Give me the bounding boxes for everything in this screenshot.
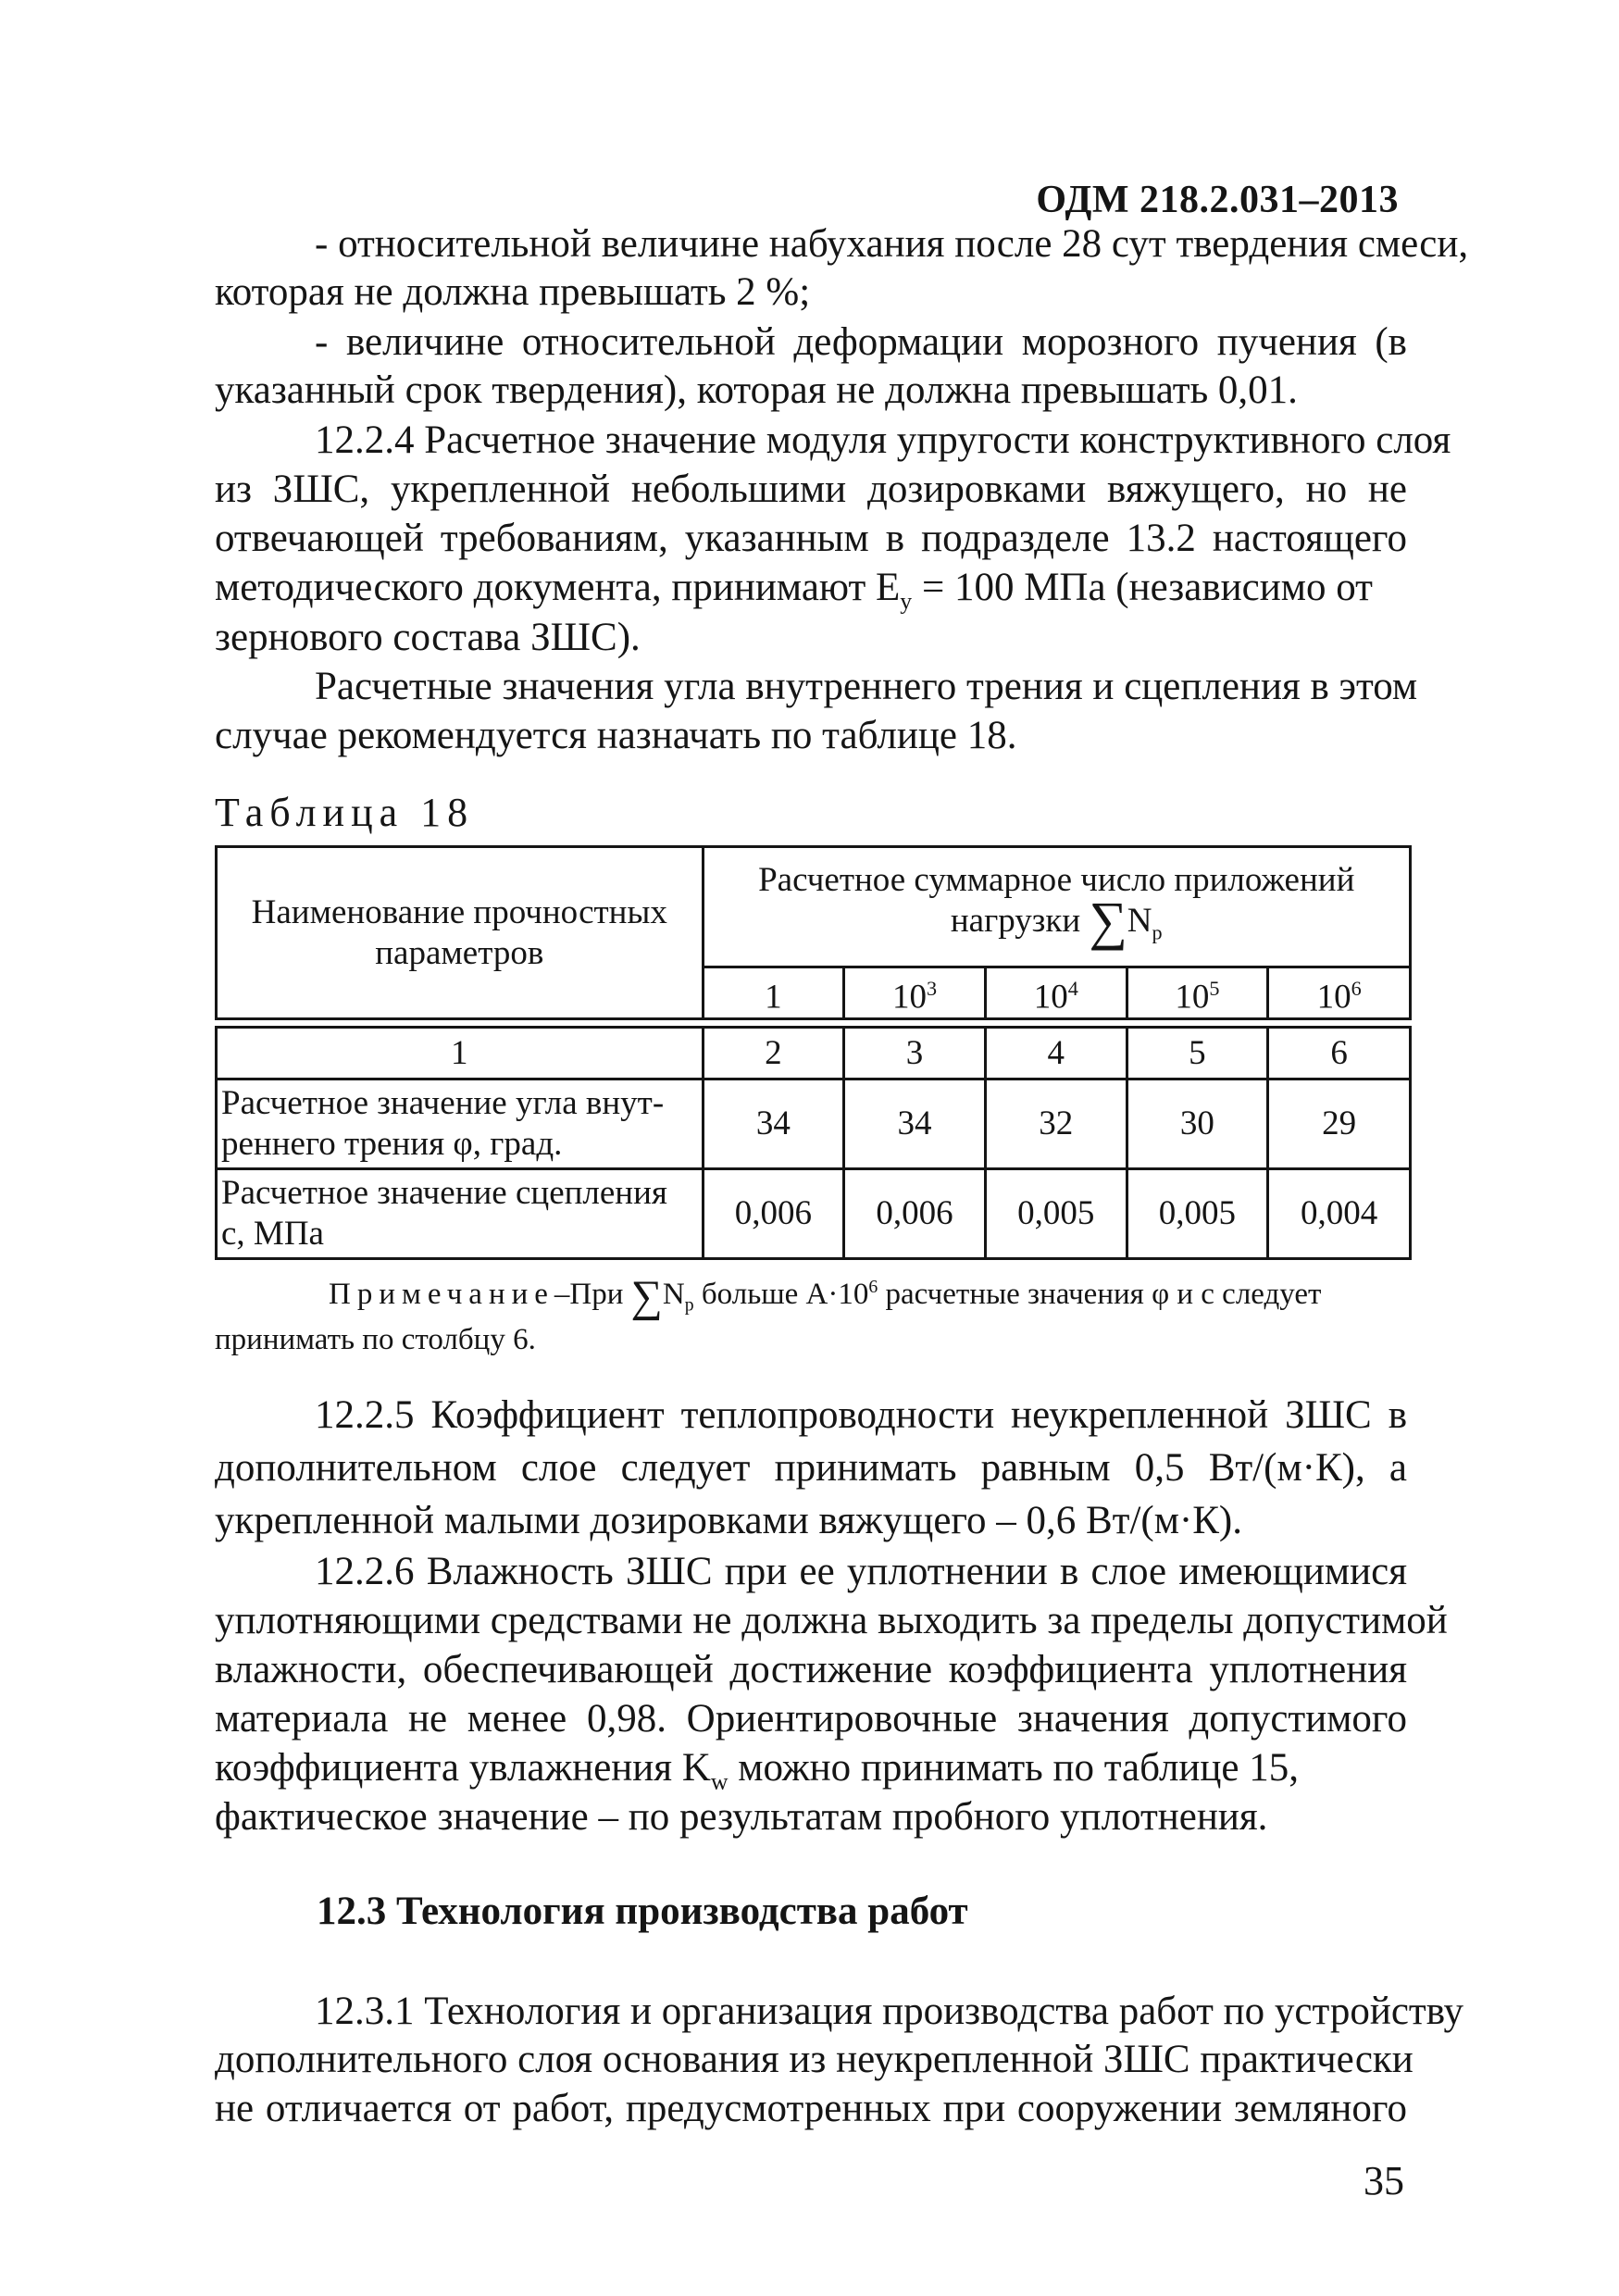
group-header-line: Расчетное суммарное число приложений [758, 861, 1355, 900]
table-18 [215, 845, 1412, 1260]
table-cell: 34 [844, 1079, 986, 1169]
column-number: 4 [985, 1028, 1127, 1079]
table-cell: 0,006 [703, 1169, 844, 1259]
group-header-text: нагрузки [950, 902, 1081, 941]
text-line: влажности, обеспечивающей достижение коэффициента уплотнения [215, 1648, 1407, 1691]
table-cell: 29 [1268, 1079, 1411, 1169]
text-line: из ЗШС, укрепленной небольшими дозировками вяжущего, но не [215, 468, 1407, 511]
note-text: больше А·10 [701, 1278, 869, 1311]
table-cell: 0,005 [985, 1169, 1127, 1259]
table-gap [217, 1019, 1411, 1028]
load-header: $10^6$ [1268, 967, 1411, 1019]
section-heading: 12.3 Технология производства работ [317, 1890, 968, 1933]
group-header-line [708, 891, 1405, 953]
table-cell: 34 [703, 1079, 844, 1169]
table-label: Таблица 18 [215, 790, 475, 835]
table-note-line2: принимать по столбцу 6. [215, 1323, 536, 1356]
text-line: - относительной величине набухания после 28 сут твердения смеси, [315, 222, 1469, 266]
sum-symbol: ∑ [1089, 891, 1127, 952]
text-span: коэффициента увлажнения K [215, 1746, 711, 1790]
text-span: методического документа, принимают E [215, 566, 901, 609]
column-header-parameters: Наименование прочностных параметров [217, 847, 704, 1019]
load-header: $10^5$ [1127, 967, 1268, 1019]
text-line: - величине относительной деформации морозного пучения (в [315, 320, 1407, 364]
table-cell: 0,004 [1268, 1169, 1411, 1259]
sum-symbol: ∑ [630, 1272, 663, 1321]
text-line: 12.3.1 Технология и организация производства работ по устройству [315, 1990, 1464, 2033]
text-line: зернового состава ЗШС). [215, 616, 641, 659]
text-line: фактическое значение – по результатам пробного уплотнения. [215, 1795, 1268, 1839]
table-cell: 32 [985, 1079, 1127, 1169]
document-code: ОДМ 218.2.031–2013 [1036, 179, 1399, 221]
row-name: Расчетное значение сцепления с, МПа [217, 1169, 704, 1259]
row-name: Расчетное значение угла внут-реннего трения φ, град. [217, 1079, 704, 1169]
text-line: уплотняющими средствами не должна выходить за пределы допустимой [215, 1599, 1448, 1642]
text-line: 12.2.6 Влажность ЗШС при ее уплотнении в слое имеющимися [315, 1550, 1407, 1593]
text-line: 12.2.4 Расчетное значение модуля упругости конструктивного слоя [315, 418, 1451, 462]
n-symbol: N [1127, 902, 1152, 941]
n-symbol: N [662, 1278, 685, 1311]
table-row [217, 1079, 1411, 1169]
text-line: случае рекомендуется назначать по таблице 18. [215, 714, 1017, 757]
column-number: 1 [217, 1028, 704, 1079]
text-line: материала не менее 0,98. Ориентировочные значения допустимого [215, 1697, 1407, 1741]
text-line: дополнительном слое следует принимать равным 0,5 Вт/(м·К), а [215, 1446, 1407, 1490]
text-span: = 100 МПа (независимо от [912, 566, 1373, 609]
table-cell: 30 [1127, 1079, 1268, 1169]
load-header: 1 [703, 967, 844, 1019]
subscript-p: p [684, 1294, 694, 1316]
column-group-header [703, 847, 1410, 967]
column-number: 3 [844, 1028, 986, 1079]
table-cell: 0,006 [844, 1169, 986, 1259]
text-line: 12.2.5 Коэффициент теплопроводности неукрепленной ЗШС в [315, 1393, 1407, 1437]
text-line: Расчетные значения угла внутреннего трения и сцепления в этом [315, 665, 1418, 708]
page-number: 35 [1364, 2158, 1404, 2203]
text-line: указанный срок твердения), которая не должна превышать 0,01. [215, 368, 1298, 412]
text-line: не отличается от работ, предусмотренных при сооружении земляного [215, 2087, 1407, 2130]
column-number: 2 [703, 1028, 844, 1079]
note-text: –При [554, 1278, 624, 1311]
note-label: Примечание [329, 1278, 554, 1311]
note-text: расчетные значения φ и с следует [878, 1278, 1322, 1311]
text-line: отвечающей требованиям, указанным в подразделе 13.2 настоящего [215, 517, 1407, 560]
note-exponent: 6 [868, 1277, 878, 1297]
text-span: можно принимать по таблице 15, [728, 1746, 1300, 1790]
load-header: $10^3$ [844, 967, 986, 1019]
subscript-p: p [1152, 920, 1163, 944]
table-cell: 0,005 [1127, 1169, 1268, 1259]
text-line: которая не должна превышать 2 %; [215, 270, 811, 314]
table-row [217, 1169, 1411, 1259]
text-line: укрепленной малыми дозировками вяжущего – 0,6 Вт/(м·К). [215, 1499, 1243, 1542]
load-header: $10^4$ [985, 967, 1127, 1019]
text-line: дополнительного слоя основания из неукрепленной ЗШС практически [215, 2038, 1414, 2081]
column-number: 5 [1127, 1028, 1268, 1079]
table-note [329, 1267, 1412, 1326]
column-number: 6 [1268, 1028, 1411, 1079]
subscript-y: у [900, 587, 913, 615]
subscript-w: w [710, 1767, 729, 1795]
